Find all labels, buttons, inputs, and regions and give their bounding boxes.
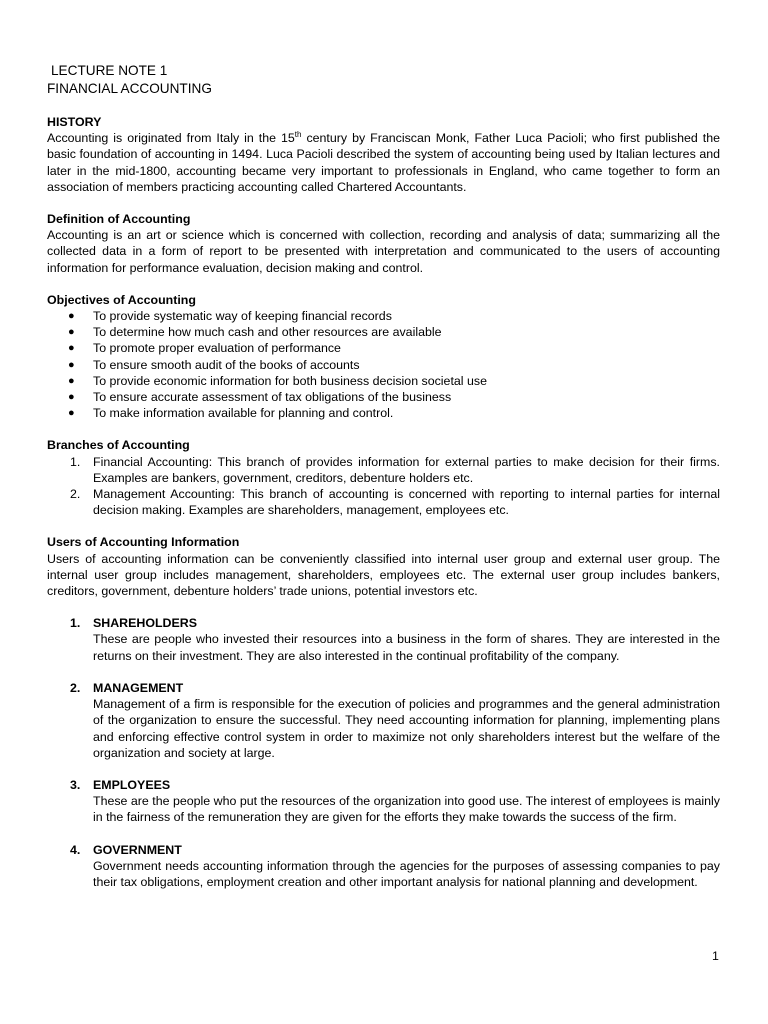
definition-heading: Definition of Accounting — [47, 212, 191, 227]
list-item — [47, 324, 720, 340]
objective-text: To provide economic information for both business decision societal use — [93, 373, 487, 388]
list-number: 1. — [70, 454, 81, 469]
user-group-text: These are people who invested their resources into a business in the form of shares. They are interested in the returns on their investment. They are also interested in the continual profitability of the company. — [93, 632, 720, 663]
user-group-management — [47, 680, 720, 761]
branch-text: Financial Accounting: This branch of provides information for external parties to make decision for their firms. Examples are bankers, government, creditors, debenture holders etc. — [93, 454, 720, 485]
list-item — [47, 308, 720, 324]
list-item — [47, 454, 720, 486]
branches-section — [47, 437, 720, 518]
history-section — [47, 114, 720, 195]
user-group-shareholders — [47, 615, 720, 664]
branch-text: Management Accounting: This branch of accounting is concerned with reporting to internal parties for internal decision making. Examples are shareholders, management, employees etc. — [93, 487, 720, 518]
objective-text: To provide systematic way of keeping financial records — [93, 309, 392, 324]
user-group-employees — [47, 777, 720, 826]
users-intro-paragraph: Users of accounting information can be conveniently classified into internal user group and external user group. The internal user group includes management, shareholders, employees etc. The external user group includes bankers, creditors, government, debenture holders’ trade unions, potential investors etc. — [47, 551, 720, 599]
list-item — [47, 405, 720, 421]
bullet-icon: ● — [68, 391, 75, 404]
objectives-heading: Objectives of Accounting — [47, 292, 196, 307]
bullet-icon: ● — [68, 326, 75, 339]
objective-text: To ensure accurate assessment of tax obligations of the business — [93, 390, 452, 405]
objective-text: To determine how much cash and other resources are available — [93, 325, 442, 340]
definition-paragraph: Accounting is an art or science which is concerned with collection, recording and analysis of data; summarizing all the collected data in a form of report to be presented with interpretation and communicated to the users of accounting information for performance evaluation, decision making and control. — [47, 228, 720, 275]
user-group-heading: MANAGEMENT — [93, 680, 184, 695]
list-number: 2. — [70, 680, 81, 695]
list-number: 3. — [70, 777, 81, 792]
objective-text: To make information available for planning and control. — [93, 406, 394, 421]
objectives-section — [47, 292, 720, 422]
user-group-heading: SHAREHOLDERS — [93, 616, 197, 631]
course-title: FINANCIAL ACCOUNTING — [47, 81, 212, 96]
list-number: 2. — [70, 487, 81, 502]
user-group-government — [47, 842, 720, 891]
user-group-text: These are the people who put the resources of the organization into good use. The interest of employees is mainly in the fairness of the remuneration they are given for the efforts they make towards the success of the firm. — [93, 794, 720, 825]
list-item — [47, 340, 720, 356]
document-body — [47, 62, 720, 890]
history-superscript: th — [294, 130, 302, 140]
history-paragraph — [47, 130, 720, 195]
objective-text: To ensure smooth audit of the books of accounts — [93, 357, 360, 372]
objectives-list — [47, 308, 720, 421]
bullet-icon: ● — [68, 342, 75, 355]
bullet-icon: ● — [68, 374, 75, 387]
history-heading: HISTORY — [47, 115, 102, 129]
list-number: 4. — [70, 842, 81, 857]
branches-heading: Branches of Accounting — [47, 438, 190, 453]
list-item — [47, 373, 720, 389]
user-group-text: Government needs accounting information through the agencies for the purposes of assessing companies to pay their tax obligations, employment creation and other important analysis for national planning and development. — [93, 858, 720, 889]
list-item — [47, 357, 720, 373]
history-text-part1: Accounting is originated from Italy in the 15 — [47, 131, 295, 146]
list-number: 1. — [70, 616, 81, 631]
bullet-icon: ● — [68, 407, 75, 420]
page-number: 1 — [712, 949, 719, 963]
list-item — [47, 486, 720, 518]
users-heading: Users of Accounting Information — [47, 535, 240, 550]
lecture-note-title: LECTURE NOTE 1 — [51, 63, 168, 78]
users-section — [47, 534, 720, 890]
list-item — [47, 389, 720, 405]
branches-list — [47, 454, 720, 519]
objective-text: To promote proper evaluation of performance — [93, 341, 341, 356]
bullet-icon: ● — [68, 358, 75, 371]
user-group-text: Management of a firm is responsible for the execution of policies and programmes and the general administration of the organization to ensure the successful. They need accounting information for planning, implementing plans and enforcing effective control system in order to maximize not only shareholders interest but the welfare of the organization and society at large. — [93, 697, 720, 760]
user-group-heading: EMPLOYEES — [93, 777, 171, 792]
history-text-part2: century by Franciscan Monk, Father Luca Pacioli; who first published the basic foundation of accounting in 1494. Luca Pacioli described the system of accounting being used by Italian lectures and later in the mid-1800, accounting became very important to professionals in England, who came together to form an association of members practicing accounting called Chartered Accountants. — [47, 131, 720, 194]
definition-section — [47, 211, 720, 276]
user-group-heading: GOVERNMENT — [93, 842, 182, 857]
bullet-icon: ● — [68, 310, 75, 323]
